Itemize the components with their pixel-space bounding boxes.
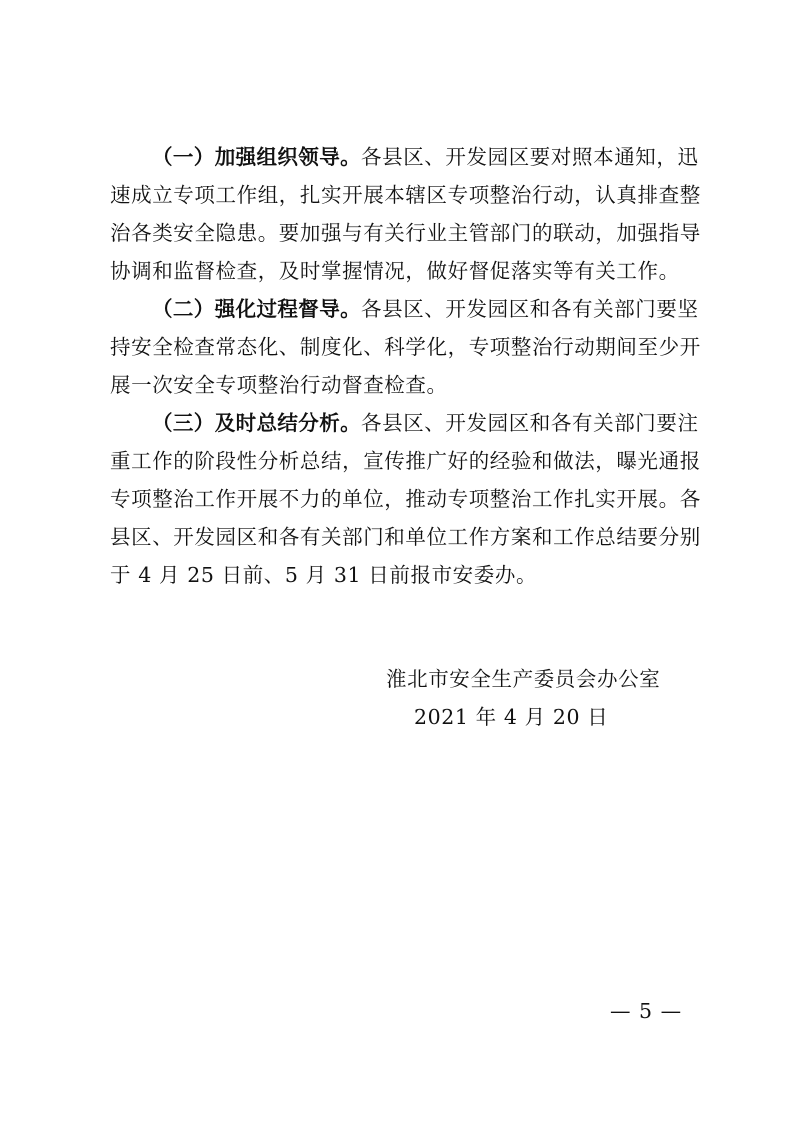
- paragraph-3-line-4: 县区、开发园区和各有关部门和单位工作方案和工作总结要分别: [110, 525, 701, 549]
- section-3-first-line-text: 各县区、开发园区和各有关部门要注: [361, 411, 699, 435]
- issue-date: 2021 年 4 月 20 日: [414, 705, 609, 729]
- paragraph-1-line-2: 速成立专项工作组，扎实开展本辖区专项整治行动，认真排查整: [110, 183, 701, 207]
- page-number: — 5 —: [610, 999, 683, 1023]
- paragraph-3-line-5: 于 4 月 25 日前、5 月 31 日前报市安委办。: [110, 563, 538, 587]
- section-3-heading: （三）及时总结分析。: [152, 411, 361, 435]
- paragraph-1-line-1: [152, 138, 699, 176]
- paragraph-2-line-1: [152, 290, 699, 328]
- paragraph-3-line-1: [152, 404, 699, 442]
- paragraph-1-line-3: 治各类安全隐患。要加强与有关行业主管部门的联动，加强指导: [110, 221, 701, 245]
- paragraph-1-line-4: 协调和监督检查，及时掌握情况，做好督促落实等有关工作。: [110, 259, 680, 283]
- paragraph-3-line-3: 专项整治工作开展不力的单位，推动专项整治工作扎实开展。各: [110, 487, 701, 511]
- section-2-first-line-text: 各县区、开发园区和各有关部门要坚: [361, 297, 699, 321]
- issuing-organization: 淮北市安全生产委员会办公室: [386, 667, 661, 691]
- section-2-heading: （二）强化过程督导。: [152, 297, 361, 321]
- paragraph-2-line-3: 展一次安全专项整治行动督查检查。: [110, 373, 448, 397]
- section-1-heading: （一）加强组织领导。: [152, 145, 361, 169]
- section-1-first-line-text: 各县区、开发园区要对照本通知，迅: [361, 145, 699, 169]
- paragraph-2-line-2: 持安全检查常态化、制度化、科学化，专项整治行动期间至少开: [110, 335, 701, 359]
- paragraph-3-line-2: 重工作的阶段性分析总结，宣传推广好的经验和做法，曝光通报: [110, 449, 701, 473]
